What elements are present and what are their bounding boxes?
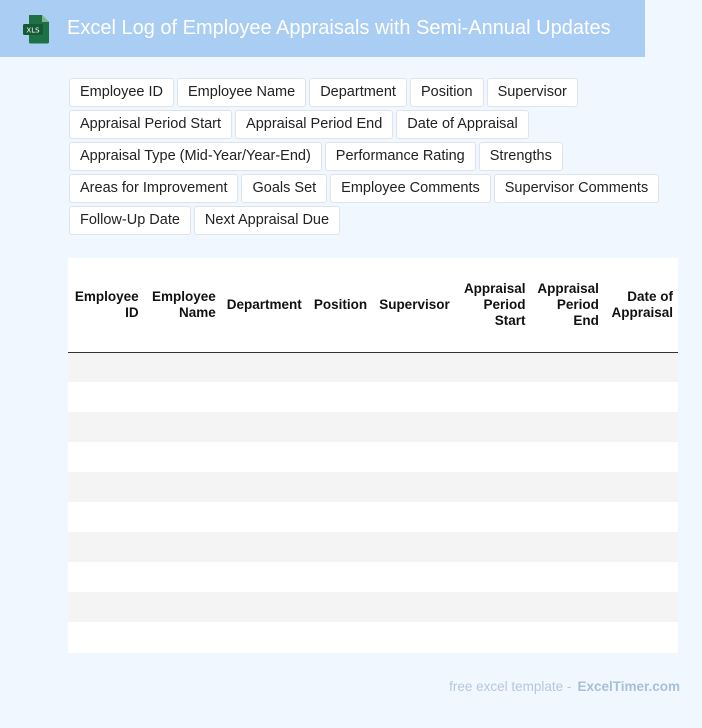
table-row <box>68 472 678 502</box>
column-header: Employee ID <box>68 258 144 352</box>
table-cell[interactable] <box>308 382 373 412</box>
table-cell[interactable] <box>530 592 603 622</box>
field-tag: Areas for Improvement <box>69 174 238 203</box>
table-cell[interactable] <box>68 502 144 532</box>
page-header <box>0 0 645 57</box>
table-cell[interactable] <box>456 382 531 412</box>
table-cell[interactable] <box>604 412 678 442</box>
field-tag: Follow-Up Date <box>69 206 191 235</box>
table-cell[interactable] <box>373 562 456 592</box>
table-cell[interactable] <box>68 382 144 412</box>
column-header: Appraisal Period Start <box>456 258 531 352</box>
table-cell[interactable] <box>144 532 221 562</box>
table-cell[interactable] <box>456 622 531 652</box>
table-cell[interactable] <box>68 352 144 382</box>
table-cell[interactable] <box>308 592 373 622</box>
table-cell[interactable] <box>530 412 603 442</box>
table-row <box>68 502 678 532</box>
table-cell[interactable] <box>221 502 308 532</box>
table-cell[interactable] <box>308 502 373 532</box>
column-header: Appraisal Period End <box>530 258 603 352</box>
field-tag-list <box>69 78 679 235</box>
table-cell[interactable] <box>530 562 603 592</box>
table-cell[interactable] <box>221 562 308 592</box>
table-cell[interactable] <box>144 622 221 652</box>
table-header-row <box>68 258 678 352</box>
field-tag: Performance Rating <box>325 142 476 171</box>
column-header: Department <box>221 258 308 352</box>
table-cell[interactable] <box>456 412 531 442</box>
table-cell[interactable] <box>144 382 221 412</box>
table-cell[interactable] <box>68 412 144 442</box>
table-cell[interactable] <box>68 622 144 652</box>
table-cell[interactable] <box>456 592 531 622</box>
field-tag: Appraisal Period Start <box>69 110 232 139</box>
table-cell[interactable] <box>144 412 221 442</box>
field-tag: Supervisor <box>487 78 578 107</box>
table-cell[interactable] <box>456 562 531 592</box>
table-cell[interactable] <box>604 562 678 592</box>
table-cell[interactable] <box>308 472 373 502</box>
table-cell[interactable] <box>373 352 456 382</box>
table-cell[interactable] <box>68 532 144 562</box>
table-cell[interactable] <box>373 502 456 532</box>
table-cell[interactable] <box>604 352 678 382</box>
field-tag: Employee Comments <box>330 174 491 203</box>
table-cell[interactable] <box>373 412 456 442</box>
column-header: Employee Name <box>144 258 221 352</box>
table-cell[interactable] <box>221 592 308 622</box>
field-tag: Strengths <box>479 142 563 171</box>
table-cell[interactable] <box>221 352 308 382</box>
table-cell[interactable] <box>68 472 144 502</box>
page-title: Excel Log of Employee Appraisals with Semi-Annual Updates <box>67 17 611 39</box>
table-cell[interactable] <box>221 382 308 412</box>
table-cell[interactable] <box>221 442 308 472</box>
footer <box>449 679 680 694</box>
table-cell[interactable] <box>604 442 678 472</box>
table-cell[interactable] <box>456 472 531 502</box>
table-cell[interactable] <box>144 352 221 382</box>
table-row <box>68 382 678 412</box>
field-tag: Appraisal Period End <box>235 110 393 139</box>
table-row <box>68 622 678 652</box>
table-cell[interactable] <box>530 442 603 472</box>
table-cell[interactable] <box>308 532 373 562</box>
table-cell[interactable] <box>221 472 308 502</box>
table-cell[interactable] <box>68 562 144 592</box>
table-cell[interactable] <box>456 532 531 562</box>
table-cell[interactable] <box>456 442 531 472</box>
table-cell[interactable] <box>456 352 531 382</box>
appraisal-table <box>68 258 678 652</box>
table-cell[interactable] <box>144 472 221 502</box>
table-cell[interactable] <box>308 622 373 652</box>
column-header: Supervisor <box>373 258 456 352</box>
table-row <box>68 532 678 562</box>
column-header: Date of Appraisal <box>604 258 678 352</box>
table-cell[interactable] <box>221 532 308 562</box>
table-cell[interactable] <box>144 562 221 592</box>
table-cell[interactable] <box>373 622 456 652</box>
table-cell[interactable] <box>68 442 144 472</box>
column-header: Position <box>308 258 373 352</box>
table-cell[interactable] <box>604 622 678 652</box>
field-tag: Date of Appraisal <box>396 110 528 139</box>
table-cell[interactable] <box>373 592 456 622</box>
excel-icon-label: XLS <box>26 26 40 35</box>
footer-text: free excel template - <box>449 679 572 694</box>
table-cell[interactable] <box>308 562 373 592</box>
table-cell[interactable] <box>530 382 603 412</box>
table-cell[interactable] <box>530 472 603 502</box>
table-cell[interactable] <box>530 352 603 382</box>
field-tag: Goals Set <box>241 174 327 203</box>
table-cell[interactable] <box>308 442 373 472</box>
table-cell[interactable] <box>604 502 678 532</box>
table-row <box>68 442 678 472</box>
excel-file-icon <box>22 14 50 44</box>
table-cell[interactable] <box>68 592 144 622</box>
field-tag: Employee ID <box>69 78 174 107</box>
table-cell[interactable] <box>144 502 221 532</box>
table-row <box>68 352 678 382</box>
table-cell[interactable] <box>308 412 373 442</box>
field-tag: Department <box>309 78 407 107</box>
table-cell[interactable] <box>604 382 678 412</box>
appraisal-table-container[interactable] <box>68 258 678 653</box>
table-cell[interactable] <box>530 532 603 562</box>
field-tag: Appraisal Type (Mid-Year/Year-End) <box>69 142 322 171</box>
field-tag: Supervisor Comments <box>494 174 659 203</box>
table-cell[interactable] <box>604 472 678 502</box>
table-cell[interactable] <box>308 352 373 382</box>
table-row <box>68 412 678 442</box>
field-tag: Employee Name <box>177 78 306 107</box>
table-cell[interactable] <box>456 502 531 532</box>
table-cell[interactable] <box>373 442 456 472</box>
field-tag: Position <box>410 78 484 107</box>
table-cell[interactable] <box>221 622 308 652</box>
footer-brand-link[interactable]: ExcelTimer.com <box>577 679 680 694</box>
field-tag: Next Appraisal Due <box>194 206 340 235</box>
table-cell[interactable] <box>373 532 456 562</box>
table-cell[interactable] <box>604 532 678 562</box>
table-row <box>68 592 678 622</box>
table-row <box>68 562 678 592</box>
table-cell[interactable] <box>144 442 221 472</box>
table-cell[interactable] <box>373 382 456 412</box>
table-cell[interactable] <box>530 502 603 532</box>
table-body <box>68 352 678 652</box>
table-cell[interactable] <box>373 472 456 502</box>
table-cell[interactable] <box>604 592 678 622</box>
table-cell[interactable] <box>221 412 308 442</box>
table-cell[interactable] <box>530 622 603 652</box>
table-cell[interactable] <box>144 592 221 622</box>
